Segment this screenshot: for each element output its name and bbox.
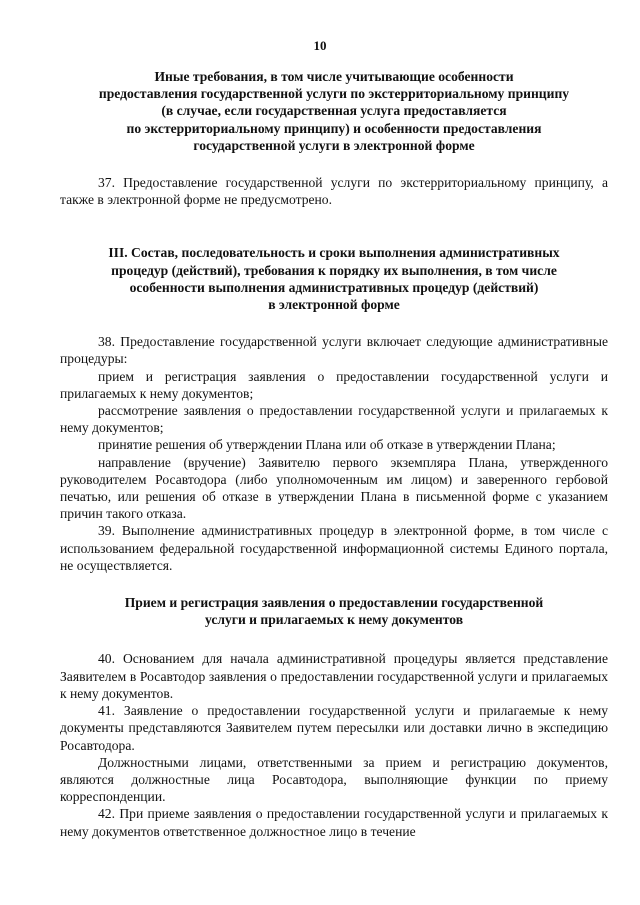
paragraph-40: 40. Основанием для начала административной процедуры является представление Заявителем в Росавтодор заявления о предоставлении государственной услуги и прилагаемых к нему документов. — [60, 651, 608, 701]
paragraph-38-item: рассмотрение заявления о предоставлении государственной услуги и прилагаемых к нему документов; — [60, 403, 608, 436]
paragraph-41: 41. Заявление о предоставлении государственной услуги и прилагаемые к нему документы представляются Заявителем путем пересылки или доставки лично в экспедицию Росавтодора. — [60, 703, 608, 753]
section-heading-other-requirements — [60, 68, 608, 154]
paragraph-37: 37. Предоставление государственной услуги по экстерриториальному принципу, а также в электронной форме не предусмотрено. — [60, 175, 608, 208]
heading-line: государственной услуги в электронной форме — [193, 137, 475, 153]
heading-line: (в случае, если государственная услуга предоставляется — [161, 103, 507, 119]
section-heading-iii — [60, 244, 608, 313]
heading-line: III. Состав, последовательность и сроки выполнения административных — [108, 245, 560, 261]
page-number: 10 — [313, 38, 327, 53]
document-body — [60, 68, 608, 840]
paragraph-39: 39. Выполнение административных процедур в электронной форме, в том числе с использованием федеральной государственной информационной системы Единого портала, не осуществляется. — [60, 523, 608, 573]
heading-line: по экстерриториальному принципу) и особенности предоставления — [126, 120, 542, 136]
paragraph-38-item: принятие решения об утверждении Плана или об отказе в утверждении Плана; — [98, 437, 556, 453]
heading-line: Иные требования, в том числе учитывающие особенности — [154, 69, 514, 84]
heading-line: предоставления государственной услуги по экстерриториальному принципу — [98, 86, 570, 102]
paragraph-42: 42. При приеме заявления о предоставлении государственной услуги и прилагаемых к нему документов ответственное должностное лицо в течение — [60, 806, 608, 839]
heading-line: процедур (действий), требования к порядку их выполнения, в том числе — [111, 262, 557, 278]
heading-line: Прием и регистрация заявления о предоставлении государственной — [124, 595, 544, 611]
paragraph-38: 38. Предоставление государственной услуги включает следующие административные процедуры: — [60, 334, 608, 367]
heading-line: особенности выполнения административных процедур (действий) — [129, 279, 539, 295]
paragraph-38-item: прием и регистрация заявления о предоставлении государственной услуги и прилагаемых к нему документов; — [60, 368, 608, 401]
paragraph-38-item: направление (вручение) Заявителю первого экземпляра Плана, утвержденного руководителем Росавтодора (либо уполномоченным им лицом) и заверенного гербовой печатью, или решения об отказе в утверждении Плана в письменной форме с указанием причин такого отказа. — [60, 454, 608, 522]
section-heading-reception — [60, 594, 608, 628]
paragraph-41-continued: Должностными лицами, ответственными за прием и регистрацию документов, являются должностные лица Росавтодора, выполняющие функции по приему корреспонденции. — [60, 754, 608, 805]
heading-line: в электронной форме — [268, 297, 400, 313]
heading-line: услуги и прилагаемых к нему документов — [204, 612, 464, 628]
